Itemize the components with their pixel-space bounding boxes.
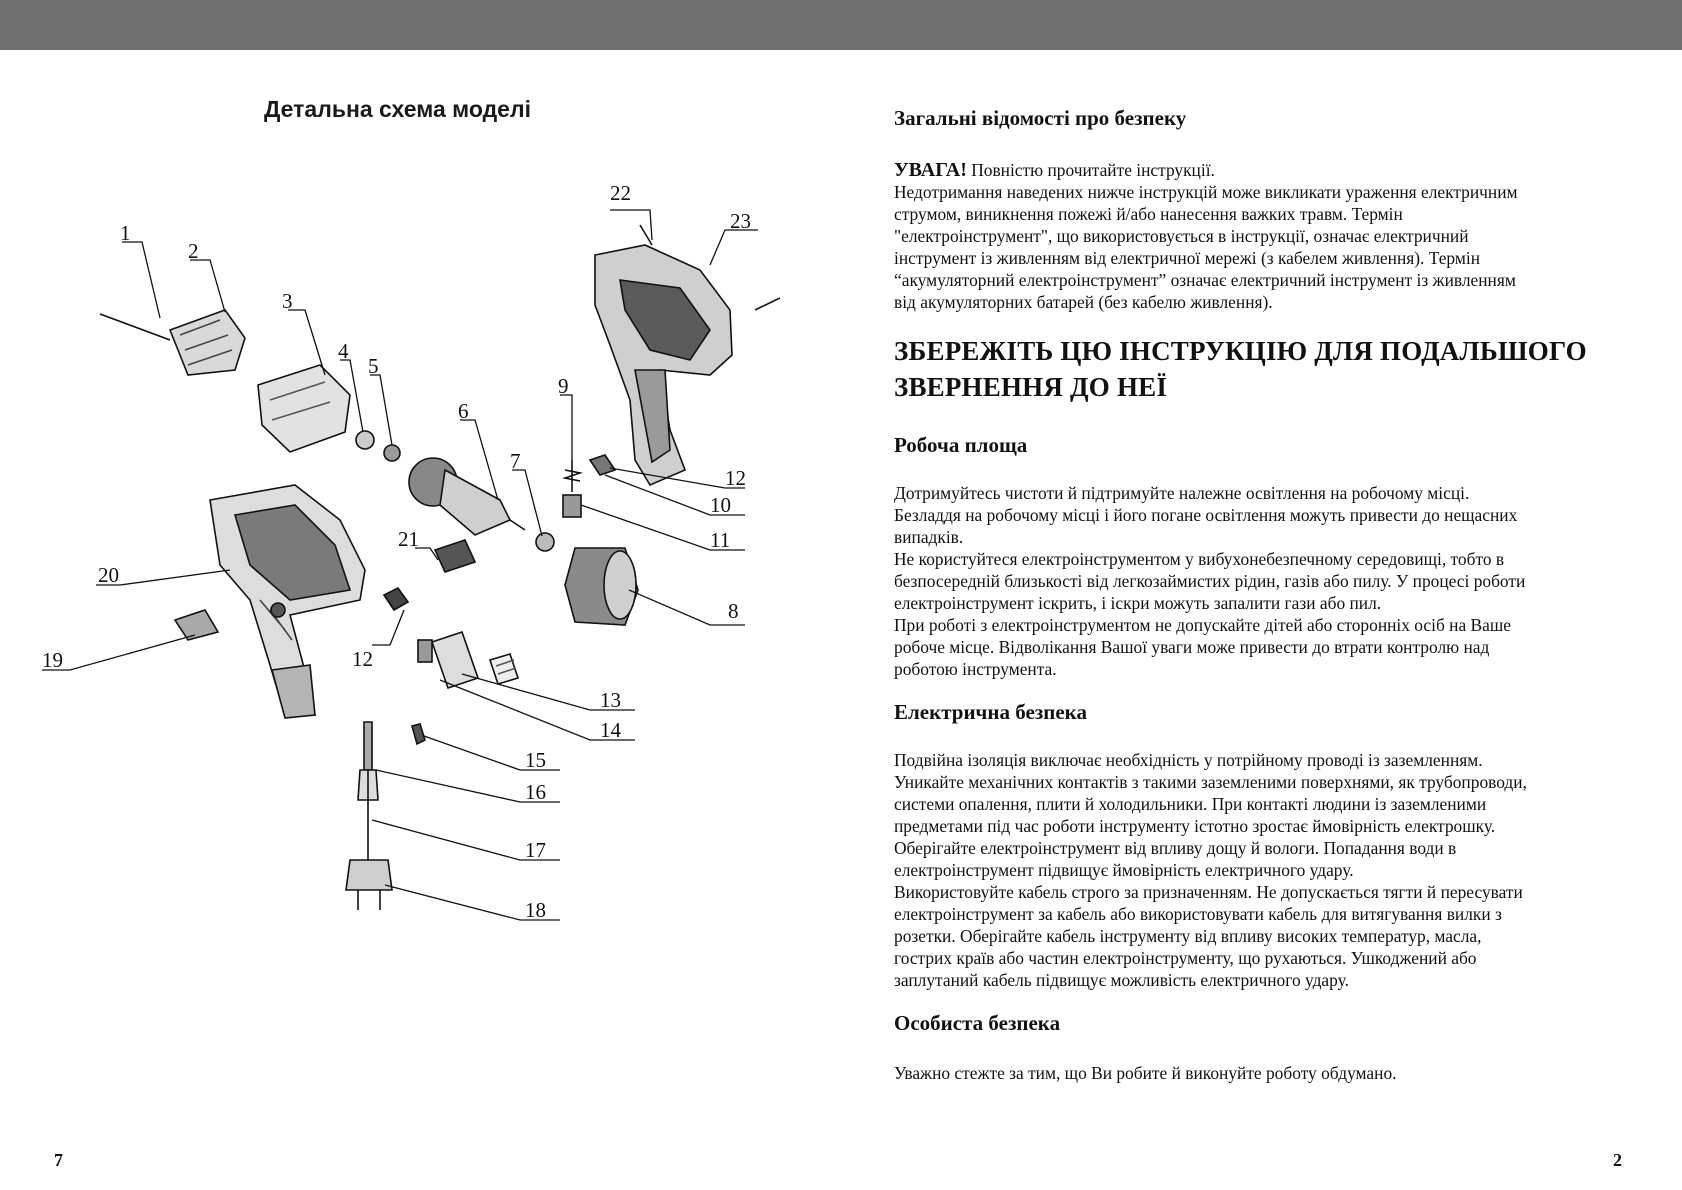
housing-right-part bbox=[595, 245, 732, 485]
header-bar bbox=[0, 0, 1682, 50]
work-area-line: безпосередній близькості від легкозаймистих рідин, газів або пилу. У процесі роботи bbox=[894, 571, 1526, 591]
save-heading-line: ЗВЕРНЕННЯ ДО НЕЇ bbox=[894, 372, 1168, 402]
depth-gauge-part bbox=[175, 610, 218, 640]
diagram-title: Детальна схема моделі bbox=[264, 96, 531, 122]
label-7: 7 bbox=[510, 449, 521, 473]
drill-chuck-part bbox=[100, 310, 245, 375]
label-18: 18 bbox=[525, 898, 546, 922]
general-safety-heading: Загальні відомості про безпеку bbox=[894, 106, 1187, 130]
work-area-text bbox=[894, 482, 1634, 680]
label-16: 16 bbox=[525, 780, 546, 804]
brush-holder-part bbox=[563, 460, 581, 517]
electrical-line: предметами під час роботи інструменту істотно зростає ймовірність електрошку. bbox=[894, 816, 1496, 836]
cord-part bbox=[346, 722, 392, 910]
exploded-diagram-svg bbox=[20, 170, 780, 1000]
spring-lower-part bbox=[384, 588, 408, 610]
label-14: 14 bbox=[600, 718, 621, 742]
label-10: 10 bbox=[710, 493, 731, 517]
label-23: 23 bbox=[730, 209, 751, 233]
page-number-right: 2 bbox=[1613, 1150, 1622, 1170]
warning-line: “акумуляторний електроінструмент” означає електричний інструмент із живленням bbox=[894, 270, 1516, 290]
electrical-safety-text bbox=[894, 749, 1634, 991]
work-area-line: робоче місце. Відволікання Вашої уваги може привести до втрати контролю над bbox=[894, 637, 1490, 657]
label-13: 13 bbox=[600, 688, 621, 712]
electrical-line: Використовуйте кабель строго за призначенням. Не допускається тягти й пересувати bbox=[894, 882, 1523, 902]
label-2: 2 bbox=[188, 239, 199, 263]
housing-left-part bbox=[210, 485, 365, 718]
electrical-line: системи опалення, плити й холодильники. При контакті людини із заземленими bbox=[894, 794, 1487, 814]
screw-part bbox=[412, 724, 425, 744]
screw-top-part bbox=[640, 225, 652, 245]
label-6: 6 bbox=[458, 399, 469, 423]
warning-line: струмом, виникнення пожежі й/або нанесення важких травм. Термін bbox=[894, 204, 1403, 224]
electrical-line: Подвійна ізоляція виключає необхідність у потрійному проводі із заземленням. bbox=[894, 750, 1483, 770]
stator-part bbox=[565, 548, 638, 625]
switch-part bbox=[418, 632, 518, 688]
electrical-line: гострих країв або частин електроінструменту, що рухаються. Ушкоджений або bbox=[894, 948, 1477, 968]
bearing-part bbox=[384, 445, 400, 461]
work-area-line: випадків. bbox=[894, 527, 964, 547]
work-area-line: Безладдя на робочому місці і його погане освітлення можуть привести до нещасних bbox=[894, 505, 1518, 525]
label-21: 21 bbox=[398, 527, 419, 551]
armature-part bbox=[409, 458, 525, 535]
warning-first-line: Повністю прочитайте інструкції. bbox=[966, 160, 1215, 180]
work-area-line: роботою інструмента. bbox=[894, 659, 1057, 679]
warning-block bbox=[894, 159, 1634, 313]
label-8: 8 bbox=[728, 599, 739, 623]
save-heading-line: ЗБЕРЕЖІТЬ ЦЮ ІНСТРУКЦІЮ ДЛЯ ПОДАЛЬШОГО bbox=[894, 336, 1587, 366]
washer-part bbox=[356, 431, 374, 449]
work-area-line: електроінструмент іскрить, і іскри можуть запалити гази або пил. bbox=[894, 593, 1382, 613]
label-4: 4 bbox=[338, 339, 349, 363]
label-9: 9 bbox=[558, 374, 569, 398]
label-22: 22 bbox=[610, 181, 631, 205]
exploded-diagram bbox=[20, 170, 780, 1000]
electrical-line: Уникайте механічних контактів з такими заземленими поверхнями, як трубопроводи, bbox=[894, 772, 1527, 792]
work-area-line: При роботі з електроінструментом не допускайте дітей або сторонніх осіб на Ваше bbox=[894, 615, 1511, 635]
safety-text-column bbox=[894, 106, 1634, 1084]
label-3: 3 bbox=[282, 289, 293, 313]
electrical-line: електроінструмент підвищує ймовірність електричного удару. bbox=[894, 860, 1354, 880]
work-area-line: Не користуйтеся електроінструментом у вибухонебезпечному середовищі, тобто в bbox=[894, 549, 1505, 569]
screw-side-part bbox=[755, 298, 780, 310]
personal-line: Уважно стежте за тим, що Ви робите й виконуйте роботу обдумано. bbox=[894, 1063, 1397, 1083]
label-12-left: 12 bbox=[352, 647, 373, 671]
lever-part bbox=[435, 540, 475, 572]
electrical-line: розетки. Оберігайте кабель інструменту від впливу високих температур, масла, bbox=[894, 926, 1482, 946]
electrical-line: Оберігайте електроінструмент від впливу дощу й вологи. Попадання води в bbox=[894, 838, 1457, 858]
rear-bearing-part bbox=[536, 533, 554, 551]
warning-line: від акумуляторних батарей (без кабелю живлення). bbox=[894, 292, 1273, 312]
gearbox-part bbox=[258, 365, 350, 452]
electrical-line: електроінструмент за кабель або використовувати кабель для витягування вилки з bbox=[894, 904, 1502, 924]
save-instructions-heading bbox=[894, 333, 1634, 405]
page-number-left: 7 bbox=[54, 1150, 63, 1170]
work-area-heading: Робоча площа bbox=[894, 433, 1028, 457]
label-11: 11 bbox=[710, 528, 731, 552]
spring-part bbox=[590, 455, 615, 475]
label-19: 19 bbox=[42, 648, 63, 672]
electrical-safety-heading: Електрична безпека bbox=[894, 700, 1087, 724]
personal-safety-heading: Особиста безпека bbox=[894, 1011, 1061, 1035]
label-20: 20 bbox=[98, 563, 119, 587]
warning-line: "електроінструмент", що використовується в інструкції, означає електричний bbox=[894, 226, 1469, 246]
warning-label: УВАГА! bbox=[894, 159, 967, 181]
personal-safety-text bbox=[894, 1062, 1634, 1084]
label-5: 5 bbox=[368, 354, 379, 378]
electrical-line: заплутаний кабель підвищує можливість електричного удару. bbox=[894, 970, 1349, 990]
label-12-right: 12 bbox=[725, 466, 746, 490]
work-area-line: Дотримуйтесь чистоти й підтримуйте належне освітлення на робочому місці. bbox=[894, 483, 1470, 503]
warning-line: Недотримання наведених нижче інструкцій може викликати ураження електричним bbox=[894, 182, 1518, 202]
label-17: 17 bbox=[525, 838, 546, 862]
label-15: 15 bbox=[525, 748, 546, 772]
warning-line: інструмент із живленням від електричної мережі (з кабелем живлення). Термін bbox=[894, 248, 1480, 268]
label-1: 1 bbox=[120, 221, 131, 245]
